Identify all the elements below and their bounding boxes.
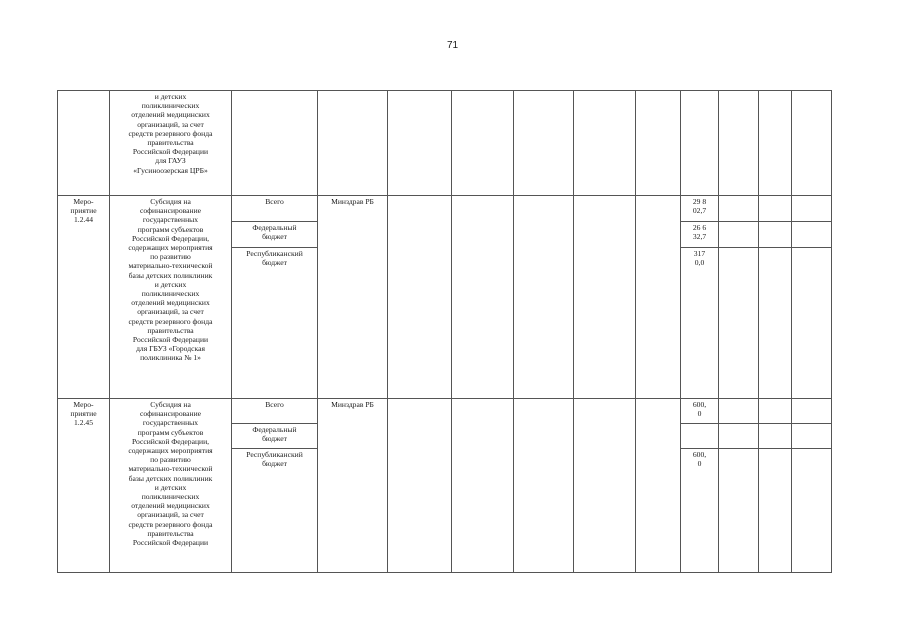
source-cell: Федеральный бюджет: [232, 222, 318, 248]
empty-cell: [759, 248, 792, 399]
empty-cell: [574, 91, 636, 196]
table-row: [58, 196, 832, 222]
empty-cell: [792, 91, 832, 196]
empty-cell: [452, 196, 514, 399]
executor-cell: Минздрав РБ: [318, 399, 388, 573]
empty-cell: [719, 424, 759, 449]
empty-cell: [388, 91, 452, 196]
source-cell: Всего: [232, 399, 318, 424]
empty-cell: [452, 399, 514, 573]
source-cell: Всего: [232, 196, 318, 222]
source-cell: Федеральный бюджет: [232, 424, 318, 449]
empty-cell: [514, 399, 574, 573]
page-number: 71: [446, 40, 459, 51]
value-cell: [681, 91, 719, 196]
empty-cell: [719, 91, 759, 196]
empty-cell: [759, 449, 792, 573]
description-cell: и детских поликлинических отделений медицинских организаций, за счет средств резервного фонда правительства Российской Федерации для ГАУЗ «Гусиноозерская ЦРБ»: [110, 91, 232, 196]
empty-cell: [719, 222, 759, 248]
empty-cell: [574, 196, 636, 399]
empty-cell: [792, 424, 832, 449]
program-table: [57, 90, 832, 573]
empty-cell: [759, 424, 792, 449]
empty-cell: [719, 449, 759, 573]
empty-cell: [759, 222, 792, 248]
empty-cell: [759, 196, 792, 222]
empty-cell: [759, 399, 792, 424]
source-cell: Республиканский бюджет: [232, 248, 318, 399]
value-cell: 317 0,0: [681, 248, 719, 399]
code-cell: Меро- приятие 1.2.45: [58, 399, 110, 573]
empty-cell: [636, 91, 681, 196]
description-cell: Субсидия на софинансирование государственных программ субъектов Российской Федерации, содержащих мероприятия по развитию материально-технической базы детских поликлиник и детских поликлинических отделений медицинских организаций, за счет средств резервного фонда правительства Российской Федерации: [110, 399, 232, 573]
executor-cell: Минздрав РБ: [318, 196, 388, 399]
empty-cell: [388, 196, 452, 399]
empty-cell: [452, 91, 514, 196]
value-cell: 600, 0: [681, 399, 719, 424]
description-cell: Субсидия на софинансирование государственных программ субъектов Российской Федерации, содержащих мероприятия по развитию материально-технической базы детских поликлиник и детских поликлинических отделений медицинских организаций, за счет средств резервного фонда правительства Российской Федерации для ГБУЗ «Городская поликлиника № 1»: [110, 196, 232, 399]
empty-cell: [719, 399, 759, 424]
value-cell: 29 8 02,7: [681, 196, 719, 222]
empty-cell: [636, 399, 681, 573]
table-row: [58, 399, 832, 424]
empty-cell: [792, 449, 832, 573]
empty-cell: [514, 91, 574, 196]
value-cell: [681, 424, 719, 449]
empty-cell: [514, 196, 574, 399]
source-cell: Республиканский бюджет: [232, 449, 318, 573]
empty-cell: [574, 399, 636, 573]
empty-cell: [388, 399, 452, 573]
empty-cell: [792, 222, 832, 248]
value-cell: 26 6 32,7: [681, 222, 719, 248]
table-row: [58, 91, 832, 196]
empty-cell: [792, 399, 832, 424]
empty-cell: [636, 196, 681, 399]
executor-cell: [318, 91, 388, 196]
empty-cell: [719, 248, 759, 399]
source-cell: [232, 91, 318, 196]
empty-cell: [759, 91, 792, 196]
empty-cell: [719, 196, 759, 222]
code-cell: [58, 91, 110, 196]
empty-cell: [792, 248, 832, 399]
code-cell: Меро- приятие 1.2.44: [58, 196, 110, 399]
value-cell: 600, 0: [681, 449, 719, 573]
empty-cell: [792, 196, 832, 222]
